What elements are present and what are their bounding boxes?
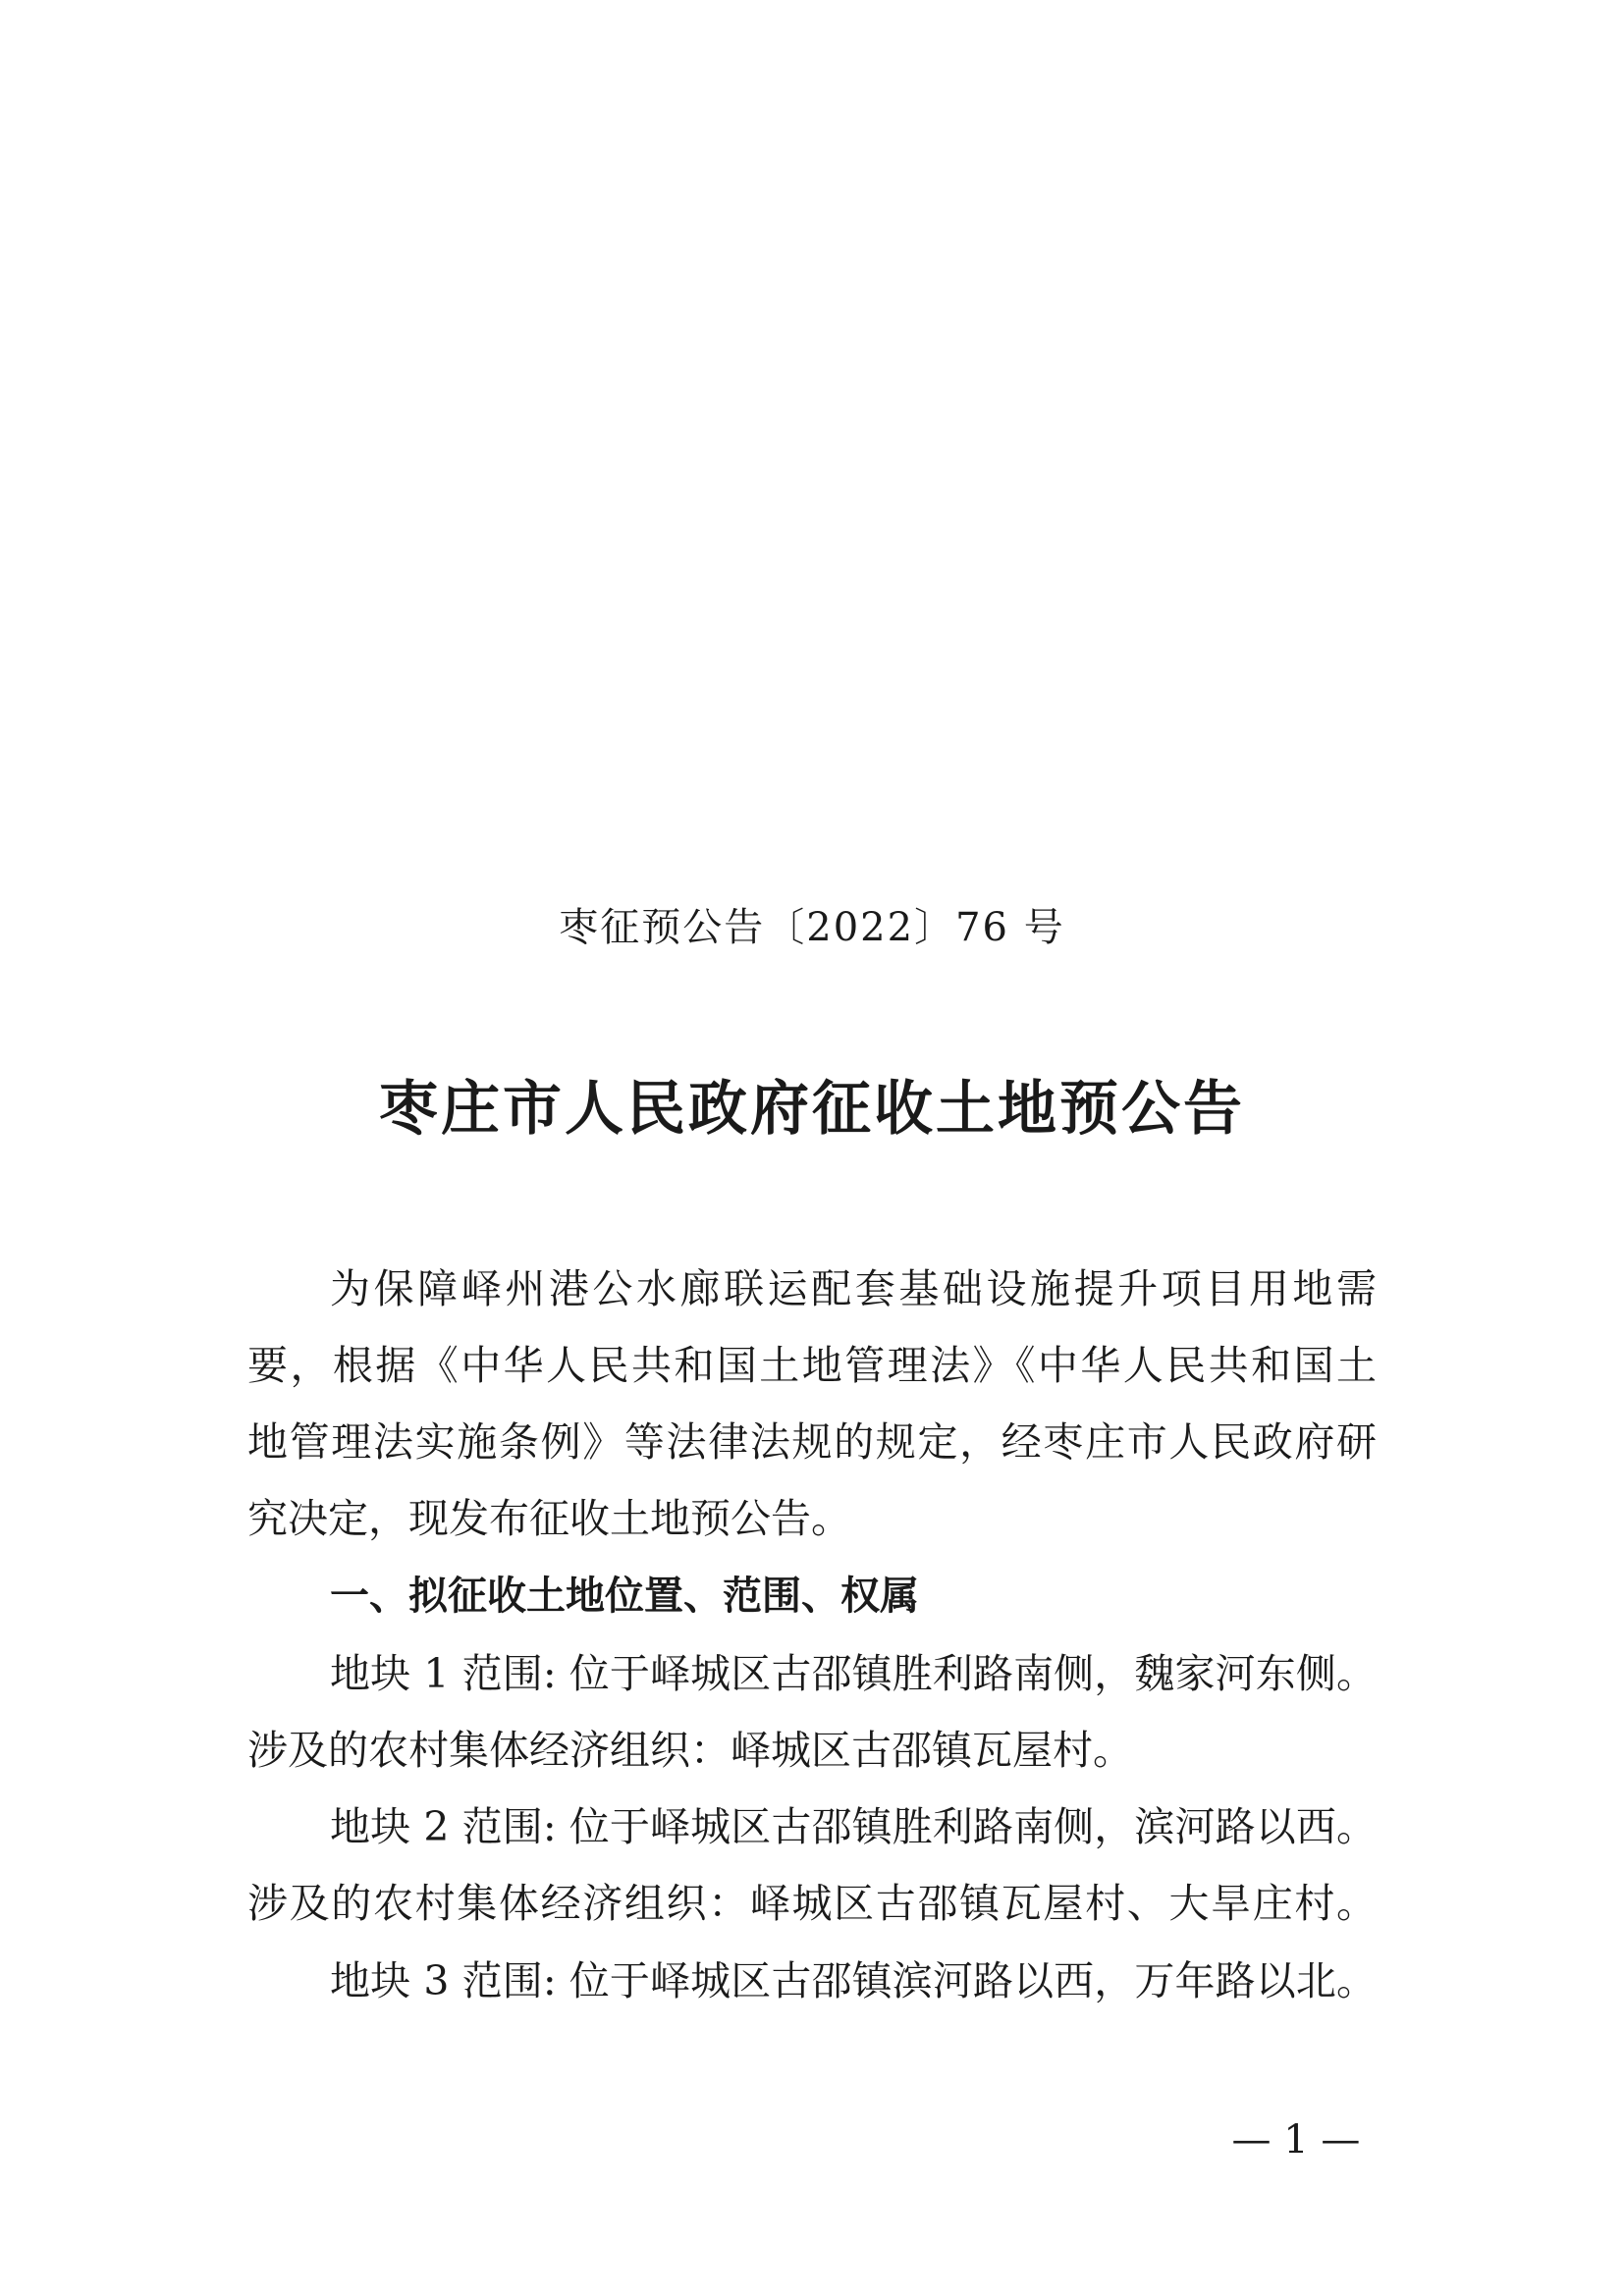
plot-2-range-line: 地块 2 范围: 位于峄城区古邵镇胜利路南侧，滨河路以西。 — [330, 1803, 1377, 1850]
page-number: — 1 — — [1231, 2117, 1361, 2163]
intro-line: 为保障峄州港公水廊联运配套基础设施提升项目用地需 — [330, 1265, 1377, 1312]
plot-1-range-line: 地块 1 范围: 位于峄城区古邵镇胜利路南侧，魏家河东侧。 — [330, 1650, 1377, 1697]
section-heading: 一、拟征收土地位置、范围、权属 — [330, 1574, 919, 1619]
document-title: 枣庄市人民政府征收土地预公告 — [379, 1075, 1245, 1144]
plot-2-owner-line: 涉及的农村集体经济组织：峄城区古邵镇瓦屋村、大旱庄村。 — [247, 1880, 1377, 1927]
intro-line: 要，根据《中华人民共和国土地管理法》《中华人民共和国土 — [247, 1342, 1377, 1389]
plot-3-range-line: 地块 3 范围: 位于峄城区古邵镇滨河路以西，万年路以北。 — [330, 1957, 1377, 2004]
intro-line: 究决定，现发布征收土地预公告。 — [247, 1495, 851, 1542]
document-number: 枣征预公告〔2022〕76 号 — [559, 905, 1065, 950]
plot-1-owner-line: 涉及的农村集体经济组织：峄城区古邵镇瓦屋村。 — [247, 1727, 1133, 1774]
intro-line: 地管理法实施条例》等法律法规的规定，经枣庄市人民政府研 — [247, 1418, 1377, 1466]
